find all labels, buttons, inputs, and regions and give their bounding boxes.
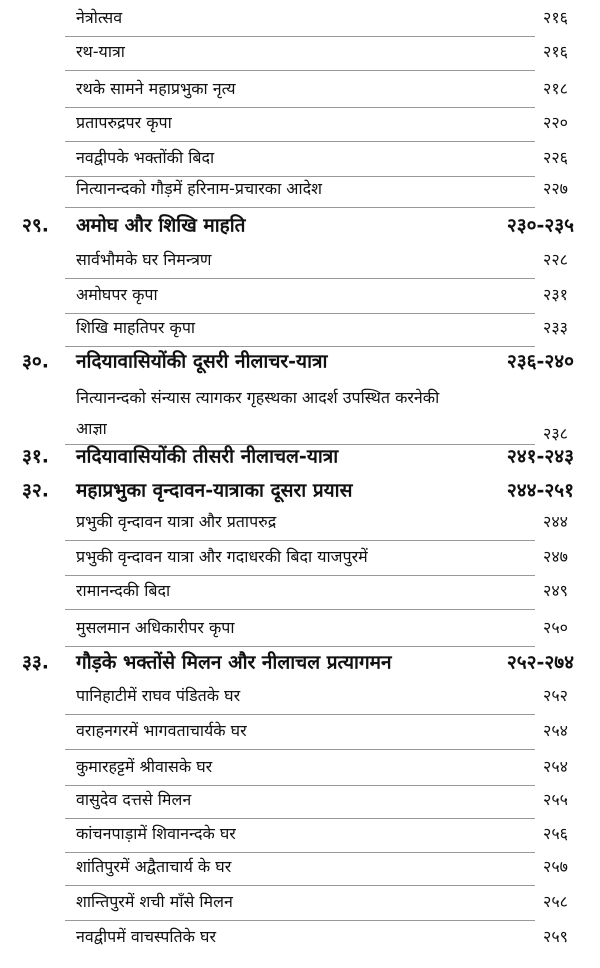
chapter-number: ३०. xyxy=(22,350,49,373)
toc-entry xyxy=(0,714,600,748)
entry-title: वराहनगरमें भागवताचार्यके घर xyxy=(76,721,247,741)
toc-entry xyxy=(0,920,600,954)
entry-title: नेत्रोत्सव xyxy=(76,8,123,28)
toc-entry xyxy=(0,750,600,784)
entry-title: प्रतापरुद्रपर कृपा xyxy=(76,113,172,133)
chapter-number: ३२. xyxy=(22,479,49,502)
toc-entry xyxy=(0,679,600,713)
chapter-title: नदियावासियोंकी दूसरी नीलाचर-यात्रा xyxy=(76,350,328,373)
chapter-number: ३३. xyxy=(22,651,49,674)
entry-page-number: २५७ xyxy=(543,857,568,877)
toc-entry xyxy=(0,141,600,175)
row-divider xyxy=(65,609,535,610)
entry-page-number: २३३ xyxy=(543,318,568,338)
chapter-page-range: २३६-२४० xyxy=(506,350,574,373)
chapter-page-range: २४४-२५१ xyxy=(506,479,574,502)
chapter-page-range: २३०-२३५ xyxy=(506,214,574,237)
entry-page-number: २२७ xyxy=(543,179,568,199)
entry-page-number: २५० xyxy=(543,618,568,638)
entry-title: रामानन्दकी बिदा xyxy=(76,581,171,601)
entry-title: कांचनपाड़ामें शिवानन्दके घर xyxy=(76,824,236,844)
entry-title: मुसलमान अधिकारीपर कृपा xyxy=(76,618,235,638)
row-divider xyxy=(65,207,535,208)
entry-title: नित्यानन्दको गौड़में हरिनाम-प्रचारका आदेश xyxy=(76,179,323,199)
entry-title: प्रभुकी वृन्दावन यात्रा और प्रतापरुद्र xyxy=(76,512,277,532)
entry-page-number: २४९ xyxy=(543,581,568,601)
entry-title: सार्वभौमके घर निमन्त्रण xyxy=(76,250,212,270)
entry-page-number: २५६ xyxy=(543,824,568,844)
toc-entry xyxy=(0,311,600,345)
entry-title: पानिहाटीमें राघव पंडितके घर xyxy=(76,686,241,706)
entry-title: प्रभुकी वृन्दावन यात्रा और गदाधरकी बिदा याजपुरमें xyxy=(76,547,368,567)
chapter-title: नदियावासियोंकी तीसरी नीलाचल-यात्रा xyxy=(76,445,339,468)
chapter-title: अमोघ और शिखि माहति xyxy=(76,214,246,237)
chapter-heading xyxy=(0,345,600,379)
toc-entry xyxy=(0,505,600,539)
toc-entry xyxy=(0,611,600,645)
chapter-heading xyxy=(0,209,600,243)
entry-page-number: २२६ xyxy=(543,148,568,168)
entry-title: अमोघपर कृपा xyxy=(76,285,158,305)
toc-entry xyxy=(0,817,600,851)
chapter-title: गौड़के भक्तोंसे मिलन और नीलाचल प्रत्यागमन xyxy=(76,651,392,674)
chapter-page-range: २४१-२४३ xyxy=(506,445,574,468)
toc-entry xyxy=(0,574,600,608)
entry-page-number: २२० xyxy=(543,113,568,133)
entry-page-number: २५९ xyxy=(543,927,568,947)
toc-entry xyxy=(0,850,600,884)
toc-entry xyxy=(0,278,600,312)
toc-entry xyxy=(0,540,600,574)
chapter-heading xyxy=(0,474,600,508)
entry-title: शान्तिपुरमें शची माँसे मिलन xyxy=(76,892,233,912)
entry-title: नवद्वीपके भक्तोंकी बिदा xyxy=(76,148,215,168)
entry-title-continued: आज्ञा xyxy=(76,419,107,438)
entry-page-number: २५२ xyxy=(543,686,568,706)
entry-page-number: २१६ xyxy=(543,42,568,62)
entry-page-number: २४४ xyxy=(543,512,568,532)
toc-entry xyxy=(0,385,600,443)
chapter-number: ३१. xyxy=(22,445,49,468)
entry-title: वासुदेव दत्तसे मिलन xyxy=(76,790,192,810)
entry-page-number: २१८ xyxy=(543,79,568,99)
entry-title: रथ-यात्रा xyxy=(76,42,125,62)
entry-page-number: २५८ xyxy=(543,892,568,912)
toc-entry xyxy=(0,35,600,69)
entry-page-number: २३१ xyxy=(543,285,568,305)
entry-title: रथके सामने महाप्रभुका नृत्य xyxy=(76,79,236,99)
entry-page-number: २५४ xyxy=(543,757,568,777)
chapter-number: २९. xyxy=(22,214,49,237)
entry-page-number: २५४ xyxy=(543,721,568,741)
entry-title: नित्यानन्दको संन्यास त्यागकर गृहस्थका आदर्श उपस्थित करनेकी xyxy=(76,388,440,407)
toc-entry xyxy=(0,885,600,919)
entry-page-number: २२८ xyxy=(543,250,568,270)
toc-entry xyxy=(0,172,600,206)
entry-title: नवद्वीपमें वाचस्पतिके घर xyxy=(76,927,217,947)
entry-page-number: २४७ xyxy=(543,547,568,567)
entry-title: शिखि माहतिपर कृपा xyxy=(76,318,196,338)
toc-entry xyxy=(0,243,600,277)
chapter-heading xyxy=(0,646,600,680)
toc-entry xyxy=(0,72,600,106)
chapter-title: महाप्रभुका वृन्दावन-यात्राका दूसरा प्रयास xyxy=(76,479,353,502)
entry-page-number: २१६ xyxy=(543,8,568,28)
toc-entry xyxy=(0,1,600,35)
entry-page-number: २५५ xyxy=(543,790,568,810)
chapter-heading xyxy=(0,440,600,474)
entry-title: शांतिपुरमें अद्वैताचार्य के घर xyxy=(76,857,232,877)
entry-page-number: २३८ xyxy=(543,424,568,443)
entry-title: कुमारहट्टमें श्रीवासके घर xyxy=(76,757,213,777)
chapter-page-range: २५२-२७४ xyxy=(506,651,574,674)
toc-entry xyxy=(0,783,600,817)
toc-entry xyxy=(0,106,600,140)
row-divider xyxy=(65,70,535,71)
